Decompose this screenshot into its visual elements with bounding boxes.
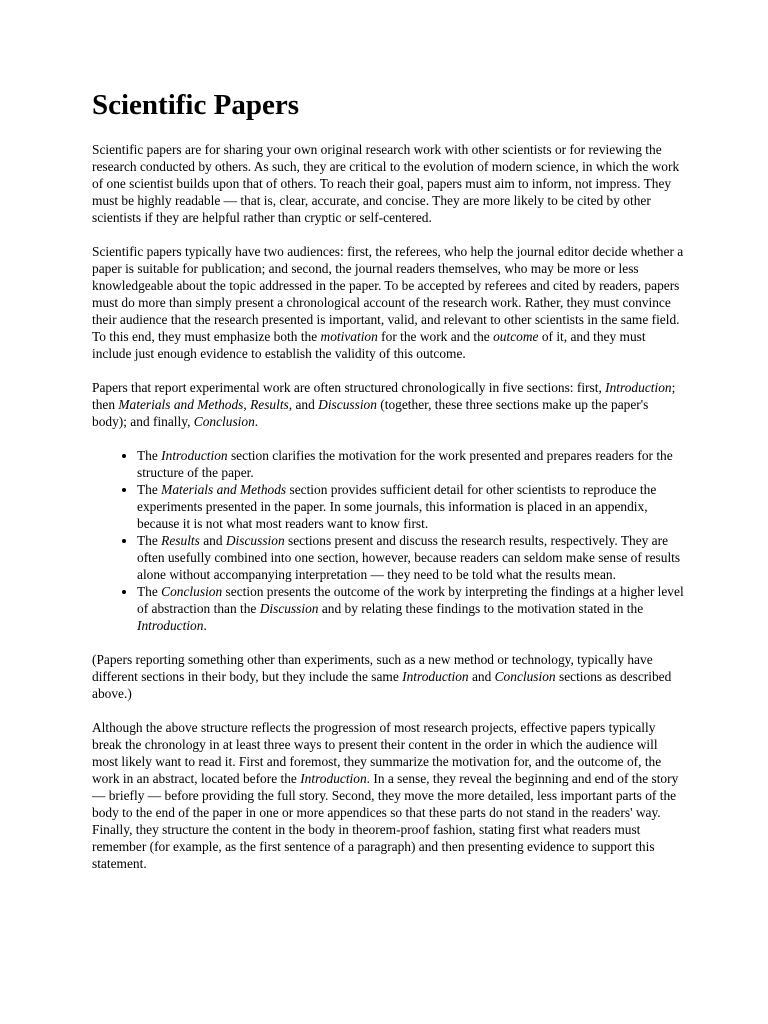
text-run: section clarifies the motivation for the work presented and prepares readers for the structure of the paper.	[137, 448, 673, 480]
emphasis-term: Discussion	[225, 533, 285, 548]
text-run: , and	[288, 397, 319, 412]
list-item-materials-methods	[137, 481, 684, 532]
text-run: .	[203, 618, 207, 633]
text-run: sections present and discuss the research results, respectively. They are often usefully combined into one section, however, because readers can seldom make sense of results alone without accompanying interpretation — they need to be told what the results mean.	[137, 533, 681, 582]
text-run: ; then	[92, 380, 676, 412]
emphasis-term: Introduction	[300, 771, 367, 786]
text-run: Scientific papers are for sharing your own original research work with other scientists or for reviewing the research conducted by others. As such, they are critical to the evolution of modern science, in which the work of one scientist builds upon that of others. To reach their goal, papers must aim to inform, not impress. They must be highly readable — that is, clear, accurate, and concise. They are more likely to be cited by other scientists if they are helpful rather than cryptic or self-centered.	[92, 142, 680, 225]
text-run: The	[137, 533, 162, 548]
text-run: section provides sufficient detail for other scientists to reproduce the experiments presented in the paper. In some journals, this information is placed in an appendix, because it is not what most readers want to know first.	[137, 482, 657, 531]
text-run: (Papers reporting something other than experiments, such as a new method or technology, typically have different sections in their body, but they include the same	[92, 652, 653, 684]
document-page	[92, 88, 684, 889]
paragraph-structure	[92, 379, 684, 430]
emphasis-term: Results	[161, 533, 200, 548]
emphasis-term: Materials and Methods	[118, 397, 244, 412]
emphasis-term: Introduction	[161, 448, 228, 463]
text-run: . In a sense, they reveal the beginning and end of the story — briefly — before providing the full story. Second, they move the more detailed, less important parts of the body to the end of the paper in one or more appendices so that these parts do not stand in the readers' way. Finally, they structure the content in the body in theorem-proof fashion, stating first what readers must remember (for example, as the first sentence of a paragraph) and then presenting evidence to support this statement.	[92, 771, 679, 871]
text-run: (together, these three sections make up the paper's body); and finally,	[92, 397, 649, 429]
emphasis-term: Discussion	[259, 601, 319, 616]
emphasis-term: motivation	[320, 329, 378, 344]
text-run: ,	[243, 397, 251, 412]
paragraph-audiences	[92, 243, 684, 362]
text-run: The	[137, 584, 162, 599]
text-run: for the work and the	[377, 329, 494, 344]
text-run: .	[254, 414, 259, 429]
page-title: Scientific Papers	[92, 89, 299, 121]
paragraph-intro	[92, 141, 684, 226]
emphasis-term: Materials and Methods	[161, 482, 287, 497]
emphasis-term: Results	[250, 397, 289, 412]
paragraph-chronology	[92, 719, 684, 872]
text-run: and	[199, 533, 226, 548]
list-item-conclusion	[137, 583, 684, 634]
emphasis-term: outcome	[493, 329, 539, 344]
text-run: sections as described above.)	[92, 669, 672, 701]
emphasis-term: Conclusion	[494, 669, 556, 684]
text-run: and by relating these findings to the motivation stated in the	[318, 601, 644, 616]
text-run: The	[137, 482, 162, 497]
text-run: of it, and they must include just enough evidence to establish the validity of this outcome.	[92, 329, 646, 361]
paragraph-other-papers	[92, 651, 684, 702]
emphasis-term: Conclusion	[161, 584, 223, 599]
section-list	[92, 447, 684, 634]
list-item-introduction	[137, 447, 684, 481]
emphasis-term: Introduction	[402, 669, 469, 684]
text-run: The	[137, 448, 162, 463]
text-run: section presents the outcome of the work by interpreting the findings at a higher level of abstraction than the	[137, 584, 684, 616]
list-item-results-discussion	[137, 532, 684, 583]
emphasis-term: Introduction	[605, 380, 672, 395]
text-run: Papers that report experimental work are often structured chronologically in five sections: first,	[92, 380, 606, 395]
text-run: Scientific papers typically have two audiences: first, the referees, who help the journal editor decide whether a paper is suitable for publication; and second, the journal readers themselves, who may be more or less knowledgeable about the topic addressed in the paper. To be accepted by referees and cited by readers, papers must do more than simply present a chronological account of the research work. Rather, they must convince their audience that the research presented is important, valid, and relevant to other scientists in the same field. To this end, they must emphasize both the	[92, 244, 684, 344]
text-run: Although the above structure reflects the progression of most research projects, effective papers typically break the chronology in at least three ways to present their content in the order in which the audience will most likely want to read it. First and foremost, they summarize the motivation for, and the outcome of, the work in an abstract, located before the	[92, 720, 662, 786]
text-run: and	[468, 669, 495, 684]
emphasis-term: Introduction	[137, 618, 204, 633]
emphasis-term: Discussion	[318, 397, 377, 412]
emphasis-term: Conclusion	[193, 414, 255, 429]
